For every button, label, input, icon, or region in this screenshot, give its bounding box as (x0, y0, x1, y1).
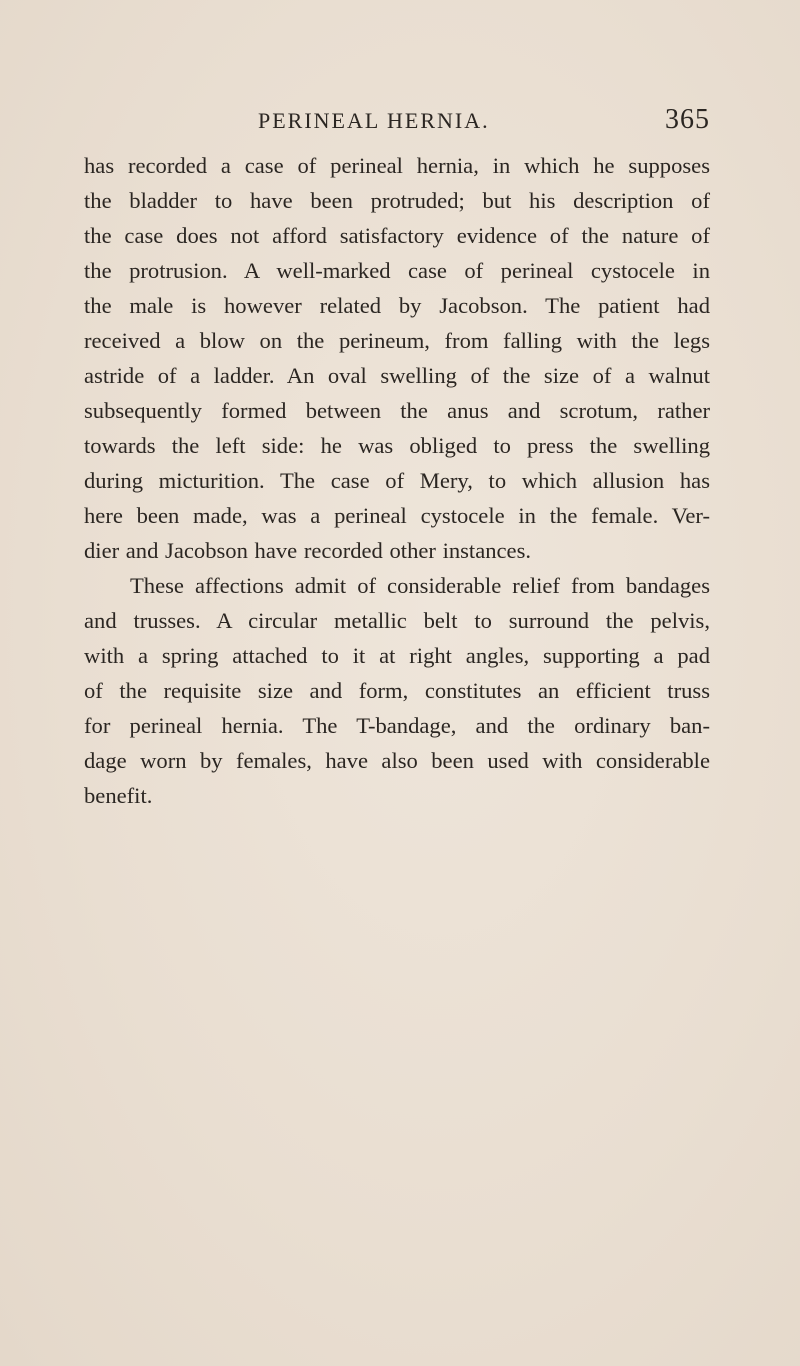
text-line: of the requisite size and form, constitutes an efficient truss (84, 678, 710, 703)
text-line: dage worn by females, have also been used with considerable (84, 748, 710, 773)
text-line: benefit. (84, 783, 153, 808)
text-line: with a spring attached to it at right angles, supporting a pad (84, 643, 710, 668)
text-line: for perineal hernia. The T-bandage, and the ordinary ban- (84, 713, 710, 738)
text-line: astride of a ladder. An oval swelling of the size of a walnut (84, 363, 710, 388)
text-line: dier and Jacobson have recorded other instances. (84, 538, 532, 563)
text-line: the bladder to have been protruded; but his description of (84, 188, 710, 213)
text-line: These affections admit of considerable relief from bandages (130, 573, 710, 598)
page-number: 365 (665, 104, 710, 135)
running-head (258, 104, 710, 138)
text-line: the male is however related by Jacobson. The patient had (84, 293, 710, 318)
text-line: here been made, was a perineal cystocele in the female. Ver- (84, 503, 710, 528)
text-line: and trusses. A circular metallic belt to surround the pelvis, (84, 608, 710, 633)
text-line: the case does not afford satisfactory evidence of the nature of (84, 223, 710, 248)
text-line: towards the left side: he was obliged to press the swelling (84, 433, 710, 458)
text-line: received a blow on the perineum, from falling with the legs (84, 328, 710, 353)
paragraph-1 (84, 148, 710, 568)
text-line: subsequently formed between the anus and scrotum, rather (84, 398, 710, 423)
text-line: during micturition. The case of Mery, to which allusion has (84, 468, 710, 493)
body-text (84, 148, 710, 813)
text-line: the protrusion. A well-marked case of perineal cystocele in (84, 258, 710, 283)
text-line: has recorded a case of perineal hernia, in which he supposes (84, 153, 710, 178)
paragraph-2 (84, 568, 710, 813)
running-title: PERINEAL HERNIA. (258, 108, 490, 133)
